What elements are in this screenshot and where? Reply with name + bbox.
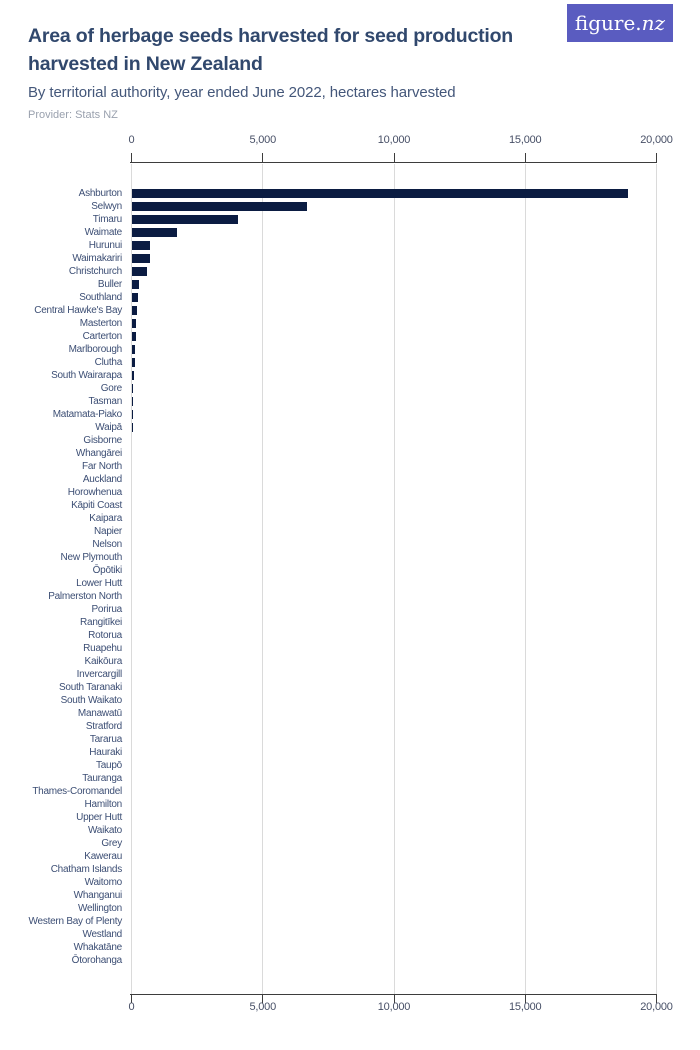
category-label: Kaipara xyxy=(89,513,122,524)
category-label: Tasman xyxy=(88,396,122,407)
category-label: Timaru xyxy=(92,214,122,225)
chart-row xyxy=(0,876,700,889)
chart-row xyxy=(0,278,700,291)
chart-row xyxy=(0,525,700,538)
bar xyxy=(132,228,177,237)
bar xyxy=(132,345,136,354)
top-axis-line xyxy=(130,162,657,163)
chart-row xyxy=(0,720,700,733)
category-label: Palmerston North xyxy=(48,591,122,602)
bar xyxy=(132,280,140,289)
chart-subtitle: By territorial authority, year ended June 2022, hectares harvested xyxy=(28,84,456,101)
bar xyxy=(132,293,139,302)
category-label: Hauraki xyxy=(89,747,122,758)
chart-row xyxy=(0,512,700,525)
chart-row xyxy=(0,655,700,668)
chart-row xyxy=(0,837,700,850)
category-label: Manawatū xyxy=(77,708,122,719)
logo-text: figure. xyxy=(574,11,642,35)
chart-row xyxy=(0,382,700,395)
category-label: Gisborne xyxy=(83,435,122,446)
category-label: South Waikato xyxy=(60,695,122,706)
chart-row xyxy=(0,590,700,603)
bar xyxy=(132,371,134,380)
category-label: Masterton xyxy=(79,318,122,329)
category-label: Gore xyxy=(100,383,122,394)
category-label: Auckland xyxy=(82,474,122,485)
category-label: Ōpōtiki xyxy=(92,565,122,576)
chart-row xyxy=(0,447,700,460)
chart-title: Area of herbage seeds harvested for seed production harvested in New Zealand xyxy=(28,25,514,75)
chart-row xyxy=(0,824,700,837)
chart-row xyxy=(0,330,700,343)
category-label: Stratford xyxy=(85,721,122,732)
category-label: Whangārei xyxy=(75,448,122,459)
category-label: Carterton xyxy=(82,331,122,342)
chart-row xyxy=(0,473,700,486)
category-label: Waitomo xyxy=(84,877,122,888)
chart-row xyxy=(0,759,700,772)
chart-row xyxy=(0,616,700,629)
logo-text-italic: nz xyxy=(641,11,666,35)
category-label: Nelson xyxy=(92,539,122,550)
top-tick xyxy=(131,153,132,162)
category-label: Buller xyxy=(97,279,122,290)
category-label: Hamilton xyxy=(84,799,122,810)
category-label: Napier xyxy=(94,526,122,537)
chart-row xyxy=(0,694,700,707)
chart-row xyxy=(0,681,700,694)
bar xyxy=(132,306,138,315)
chart-row xyxy=(0,317,700,330)
category-label: Rotorua xyxy=(88,630,122,641)
category-label: Central Hawke's Bay xyxy=(34,305,122,316)
category-label: Kawerau xyxy=(84,851,122,862)
top-tick xyxy=(262,153,263,162)
chart-row xyxy=(0,395,700,408)
chart-row xyxy=(0,564,700,577)
category-label: Wellington xyxy=(77,903,122,914)
category-label: Lower Hutt xyxy=(76,578,122,589)
chart-row xyxy=(0,772,700,785)
bar xyxy=(132,410,133,419)
chart-row xyxy=(0,642,700,655)
chart-row xyxy=(0,265,700,278)
chart-row xyxy=(0,369,700,382)
chart-row xyxy=(0,746,700,759)
chart-row xyxy=(0,577,700,590)
chart-row xyxy=(0,915,700,928)
bar xyxy=(132,332,136,341)
category-label: Invercargill xyxy=(76,669,122,680)
category-label: Hurunui xyxy=(88,240,122,251)
category-label: South Taranaki xyxy=(58,682,122,693)
chart-row xyxy=(0,889,700,902)
top-tick-label: 0 xyxy=(128,134,135,146)
category-label: Tauranga xyxy=(82,773,122,784)
bar xyxy=(132,267,147,276)
category-label: Waimakariri xyxy=(72,253,122,264)
category-label: Thames-Coromandel xyxy=(32,786,122,797)
top-tick-label: 5,000 xyxy=(249,134,277,146)
category-label: Porirua xyxy=(91,604,122,615)
category-label: Whanganui xyxy=(73,890,122,901)
plot-rows xyxy=(0,187,700,967)
bottom-tick-label: 15,000 xyxy=(509,1001,542,1013)
chart-row xyxy=(0,603,700,616)
top-tick xyxy=(394,153,395,162)
bar xyxy=(132,254,150,263)
category-label: Ōtorohanga xyxy=(71,955,122,966)
chart-row xyxy=(0,668,700,681)
chart-row xyxy=(0,408,700,421)
category-label: Whakatāne xyxy=(73,942,122,953)
chart-row xyxy=(0,460,700,473)
chart-row xyxy=(0,291,700,304)
chart-row xyxy=(0,304,700,317)
chart-row xyxy=(0,954,700,967)
chart-row xyxy=(0,551,700,564)
top-tick-label: 15,000 xyxy=(509,134,542,146)
bottom-tick-label: 0 xyxy=(128,1001,135,1013)
bar xyxy=(132,202,308,211)
category-label: Far North xyxy=(82,461,122,472)
chart-row xyxy=(0,356,700,369)
bar xyxy=(132,215,238,224)
chart-row xyxy=(0,213,700,226)
category-label: Grey xyxy=(101,838,122,849)
bar xyxy=(132,397,133,406)
category-label: Southland xyxy=(79,292,122,303)
top-tick xyxy=(656,153,657,162)
category-label: Matamata-Piako xyxy=(52,409,122,420)
category-label: Taupō xyxy=(96,760,122,771)
category-label: South Wairarapa xyxy=(51,370,122,381)
category-label: Clutha xyxy=(94,357,122,368)
chart-row xyxy=(0,850,700,863)
category-label: Waimate xyxy=(84,227,122,238)
chart-row xyxy=(0,486,700,499)
chart-row xyxy=(0,239,700,252)
chart-row xyxy=(0,226,700,239)
chart-row xyxy=(0,343,700,356)
provider-label: Provider: Stats NZ xyxy=(28,109,118,121)
top-tick-label: 20,000 xyxy=(640,134,673,146)
category-label: Waipā xyxy=(95,422,122,433)
chart-row xyxy=(0,863,700,876)
category-label: Chatham Islands xyxy=(50,864,122,875)
bar xyxy=(132,384,134,393)
chart-row xyxy=(0,798,700,811)
category-label: Tararua xyxy=(89,734,122,745)
chart-row xyxy=(0,707,700,720)
category-label: Ashburton xyxy=(78,188,122,199)
category-label: Marlborough xyxy=(68,344,122,355)
category-label: Selwyn xyxy=(91,201,122,212)
bottom-tick-label: 20,000 xyxy=(640,1001,673,1013)
category-label: Christchurch xyxy=(68,266,122,277)
category-label: New Plymouth xyxy=(60,552,122,563)
chart-row xyxy=(0,785,700,798)
bar xyxy=(132,241,151,250)
chart-row xyxy=(0,421,700,434)
chart-row xyxy=(0,811,700,824)
category-label: Westland xyxy=(82,929,122,940)
chart-row xyxy=(0,434,700,447)
chart-row xyxy=(0,499,700,512)
chart-row xyxy=(0,941,700,954)
category-label: Waikato xyxy=(87,825,122,836)
chart-row xyxy=(0,733,700,746)
bar xyxy=(132,319,136,328)
chart-row xyxy=(0,629,700,642)
category-label: Horowhenua xyxy=(67,487,122,498)
top-tick-label: 10,000 xyxy=(377,134,411,146)
category-label: Kaikōura xyxy=(84,656,122,667)
category-label: Kāpiti Coast xyxy=(71,500,122,511)
top-tick xyxy=(525,153,526,162)
chart-row xyxy=(0,928,700,941)
bar xyxy=(132,189,628,198)
category-label: Upper Hutt xyxy=(76,812,122,823)
bar xyxy=(132,358,135,367)
chart-row xyxy=(0,538,700,551)
category-label: Ruapehu xyxy=(83,643,122,654)
bottom-tick-label: 5,000 xyxy=(249,1001,277,1013)
chart-row xyxy=(0,200,700,213)
chart-row xyxy=(0,187,700,200)
category-label: Rangitīkei xyxy=(80,617,122,628)
chart-row xyxy=(0,902,700,915)
category-label: Western Bay of Plenty xyxy=(28,916,122,927)
bottom-tick-label: 10,000 xyxy=(377,1001,411,1013)
chart-row xyxy=(0,252,700,265)
